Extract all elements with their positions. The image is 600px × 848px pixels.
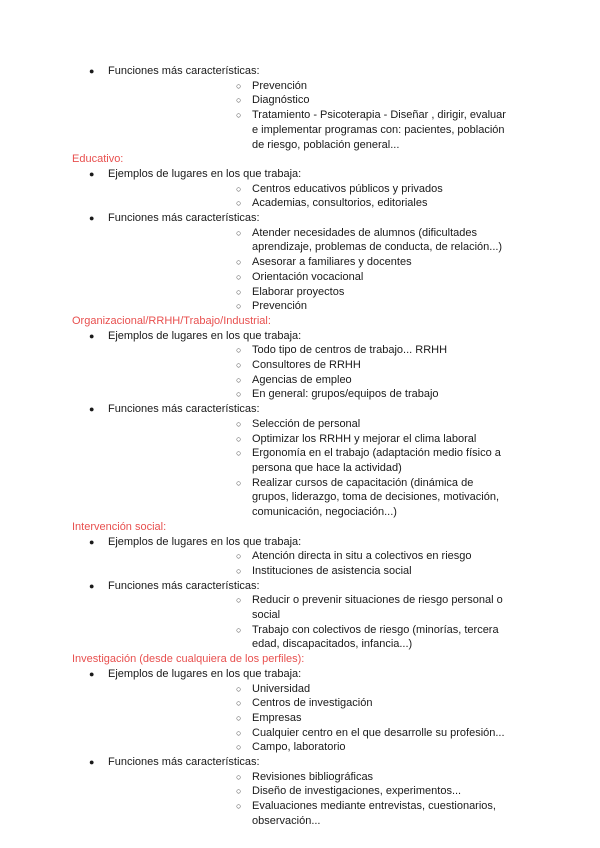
hollow-bullet-icon: ○ (236, 624, 242, 635)
sub-list-item (108, 255, 600, 270)
hollow-bullet-icon: ○ (236, 198, 242, 209)
sub-list-item-text: Prevención (252, 300, 308, 313)
sub-list-item (108, 299, 600, 314)
sub-list-item (108, 623, 600, 652)
sub-list-item-text: Atención directa in situ a colectivos en riesgo (252, 550, 472, 563)
sub-list (108, 79, 600, 153)
list-item-label: Funciones más características: (108, 65, 260, 77)
sub-list-item-text: Empresas (252, 711, 302, 724)
sub-list-item-text: Consultores de RRHH (252, 359, 361, 372)
list-item (0, 64, 600, 152)
sub-list-item (108, 432, 600, 447)
sub-list-item (108, 226, 600, 255)
sub-list-item (108, 770, 600, 785)
sub-list-item (108, 593, 600, 622)
sub-list (108, 682, 600, 756)
document-section (0, 520, 600, 652)
sub-list-item (108, 358, 600, 373)
hollow-bullet-icon: ○ (236, 786, 242, 797)
hollow-bullet-icon: ○ (236, 257, 242, 268)
list-item (0, 211, 600, 314)
sub-list-item (108, 740, 600, 755)
sub-list-item-text: Elaborar proyectos (252, 285, 345, 298)
sub-list-item-text: Optimizar los RRHH y mejorar el clima laboral (252, 432, 477, 445)
bullet-list (0, 329, 600, 520)
list-item-label: Ejemplos de lugares en los que trabaja: (108, 667, 302, 680)
list-item (0, 755, 600, 829)
sub-list-item (108, 108, 600, 152)
sub-list-item (108, 182, 600, 197)
filled-bullet-icon: ● (89, 213, 95, 224)
hollow-bullet-icon: ○ (236, 80, 242, 91)
sub-list-item-text: Revisiones bibliográficas (252, 770, 374, 783)
hollow-bullet-icon: ○ (236, 742, 242, 753)
sub-list (108, 182, 600, 211)
sub-list (108, 593, 600, 652)
sub-list-item-text: Realizar cursos de capacitación (dinámica de grupos, liderazgo, toma de decisiones, motivación, comunicación, negociación...) (252, 476, 500, 519)
sub-list-item (108, 285, 600, 300)
hollow-bullet-icon: ○ (236, 712, 242, 723)
section-heading: Educativo: (72, 153, 124, 166)
hollow-bullet-icon: ○ (236, 418, 242, 429)
hollow-bullet-icon: ○ (236, 286, 242, 297)
hollow-bullet-icon: ○ (236, 551, 242, 562)
filled-bullet-icon: ● (89, 168, 95, 179)
list-item-label: Funciones más características: (108, 403, 260, 416)
sub-list-item-text: Cualquier centro en el que desarrolle su profesión... (252, 726, 505, 739)
sub-list-item (108, 682, 600, 697)
sub-list-item-text: Campo, laboratorio (252, 741, 346, 754)
hollow-bullet-icon: ○ (236, 595, 242, 606)
sub-list-item (108, 711, 600, 726)
hollow-bullet-icon: ○ (236, 433, 242, 444)
sub-list-item-text: Centros educativos públicos y privados (252, 182, 443, 195)
sub-list-item (108, 387, 600, 402)
sub-list-item (108, 343, 600, 358)
hollow-bullet-icon: ○ (236, 360, 242, 371)
sub-list-item (108, 564, 600, 579)
hollow-bullet-icon: ○ (236, 801, 242, 812)
list-item (0, 579, 600, 653)
list-item-label: Ejemplos de lugares en los que trabaja: (108, 535, 302, 548)
list-item-label: Ejemplos de lugares en los que trabaja: (108, 329, 302, 342)
hollow-bullet-icon: ○ (236, 448, 242, 459)
hollow-bullet-icon: ○ (236, 95, 242, 106)
hollow-bullet-icon: ○ (236, 345, 242, 356)
section-heading: Organizacional/RRHH/Trabajo/Industrial: (72, 314, 271, 327)
sub-list-item-text: Orientación vocacional (252, 270, 364, 283)
sub-list-item-text: En general: grupos/equipos de trabajo (252, 388, 439, 401)
list-item (0, 667, 600, 755)
sub-list-item-text: Trabajo con colectivos de riesgo (minorías, tercera edad, discapacitados, infancia...) (252, 623, 499, 651)
hollow-bullet-icon: ○ (236, 374, 242, 385)
document-body (0, 64, 600, 829)
list-item-label: Ejemplos de lugares en los que trabaja: (108, 167, 302, 180)
sub-list-item-text: Reducir o prevenir situaciones de riesgo personal o social (252, 594, 503, 622)
sub-list-item-text: Instituciones de asistencia social (252, 564, 412, 577)
filled-bullet-icon: ● (89, 757, 95, 768)
filled-bullet-icon: ● (89, 66, 95, 76)
sub-list-item-text: Atender necesidades de alumnos (dificultades aprendizaje, problemas de conducta, de relación...) (252, 226, 503, 254)
hollow-bullet-icon: ○ (236, 183, 242, 194)
sub-list-item-text: Selección de personal (252, 417, 361, 430)
sub-list-item (108, 696, 600, 711)
sub-list-item (108, 270, 600, 285)
filled-bullet-icon: ● (89, 404, 95, 415)
hollow-bullet-icon: ○ (236, 227, 242, 238)
sub-list (108, 417, 600, 520)
sub-list-item (108, 79, 600, 94)
sub-list-item (108, 446, 600, 475)
hollow-bullet-icon: ○ (236, 477, 242, 488)
sub-list-item (108, 784, 600, 799)
bullet-list (0, 167, 600, 314)
list-item-label: Funciones más características: (108, 212, 260, 225)
sub-list-item-text: Centros de investigación (252, 697, 373, 710)
list-item-label: Funciones más características: (108, 756, 260, 769)
hollow-bullet-icon: ○ (236, 771, 242, 782)
sub-list-item (108, 196, 600, 211)
hollow-bullet-icon: ○ (236, 389, 242, 400)
list-item (0, 329, 600, 403)
sub-list-item-text: Diseño de investigaciones, experimentos... (252, 785, 462, 798)
sub-list (108, 343, 600, 402)
sub-list-item-text: Agencias de empleo (252, 373, 352, 386)
list-item (0, 535, 600, 579)
sub-list-item-text: Tratamiento - Psicoterapia - Diseñar , dirigir, evaluar e implementar programas con: pacientes, población de riesgo, población general... (252, 109, 506, 151)
sub-list-item-text: Academias, consultorios, editoriales (252, 197, 428, 210)
sub-list-item-text: Ergonomía en el trabajo (adaptación medio físico a persona que hace la actividad) (252, 447, 501, 474)
sub-list (108, 226, 600, 314)
sub-list-item (108, 417, 600, 432)
filled-bullet-icon: ● (89, 668, 95, 679)
sub-list-item (108, 476, 600, 520)
list-item (0, 167, 600, 211)
sub-list-item-text: Evaluaciones mediante entrevistas, cuestionarios, observación... (252, 800, 496, 827)
section-heading: Intervención social: (72, 520, 167, 533)
hollow-bullet-icon: ○ (236, 683, 242, 694)
sub-list-item-text: Diagnóstico (252, 94, 310, 107)
bullet-list (0, 667, 600, 829)
document-section (0, 314, 600, 520)
hollow-bullet-icon: ○ (236, 271, 242, 282)
filled-bullet-icon: ● (89, 330, 95, 341)
sub-list-item-text: Asesorar a familiares y docentes (252, 256, 412, 269)
sub-list (108, 770, 600, 829)
sub-list-item-text: Todo tipo de centros de trabajo... RRHH (252, 344, 448, 357)
sub-list (108, 549, 600, 578)
sub-list-item (108, 799, 600, 828)
sub-list-item-text: Prevención (252, 79, 308, 92)
hollow-bullet-icon: ○ (236, 565, 242, 576)
hollow-bullet-icon: ○ (236, 301, 242, 312)
list-item (0, 402, 600, 520)
filled-bullet-icon: ● (89, 580, 95, 591)
document-section (0, 64, 600, 152)
sub-list-item-text: Universidad (252, 682, 311, 695)
filled-bullet-icon: ● (89, 536, 95, 547)
document-section (0, 152, 600, 314)
document-section (0, 652, 600, 828)
bullet-list (0, 535, 600, 653)
bullet-list (0, 64, 600, 152)
sub-list-item (108, 726, 600, 741)
list-item-label: Funciones más características: (108, 579, 260, 592)
sub-list-item (108, 549, 600, 564)
sub-list-item (108, 93, 600, 108)
sub-list-item (108, 373, 600, 388)
hollow-bullet-icon: ○ (236, 698, 242, 709)
section-heading: Investigación (desde cualquiera de los perfiles): (72, 653, 305, 666)
hollow-bullet-icon: ○ (236, 110, 242, 121)
hollow-bullet-icon: ○ (236, 727, 242, 738)
